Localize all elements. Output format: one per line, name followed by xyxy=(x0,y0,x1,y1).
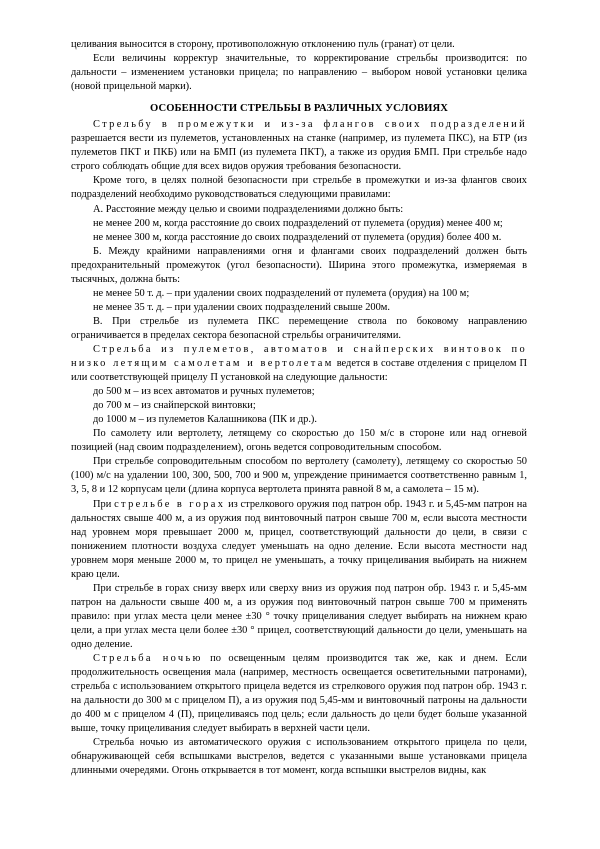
emphasis-spaced-text-mountains: стрельбе в горах xyxy=(114,498,226,510)
paragraph-air-targets xyxy=(71,343,527,385)
paragraph-flanks-intro xyxy=(71,118,527,174)
paragraph-text-mountains: из стрелкового оружия под патрон обр. 1943 г. и 5,45-мм патрон на дальностях свыше 400 м, а из оружия под винтовочный патрон свыше 700 м, если высота местности над уровнем моря превышает 2000 м, прицел, соответствующий дальности до цели, в связи с понижением плотности воздуха следует уменьшать на одно деление. Если высота местности над уровнем моря меньше 2000 м, то прицел не уменьшать, а точку прицеливания выбирать на нижнем краю цели. xyxy=(71,498,527,580)
emphasis-spaced-text: Стрельбу в промежутки и из-за флангов своих подразделений xyxy=(93,119,527,131)
paragraph-range-700: до 700 м – из снайперской винтовки; xyxy=(93,400,256,412)
paragraph-escort-fire: По самолету или вертолету, летящему со скоростью до 150 м/с в стороне или над огневой позицией (над своим подразделением), огонь ведется сопроводительным способом. xyxy=(71,428,527,454)
paragraph-text: разрешается вести из пулеметов, установленных на станке (например, из пулемета ПКС), на БТР (из пулеметов ПКТ и ПКБ) или на БМП (из пулемета ПКТ), а также из орудия БМП. При стрельбе надо строго соблюдать общие для всех видов оружия требования безопасности. xyxy=(71,133,527,173)
paragraph-rule-v: В. При стрельбе из пулемета ПКС перемещение ствола по боковому направлению ограничивается в пределах сектора безопасной стрельбы ограничителями. xyxy=(71,315,527,341)
paragraph-safety-rules: Кроме того, в целях полной безопасности при стрельбе в промежутки и из-за флангов своих подразделений необходимо руководствоваться следующими правилами: xyxy=(71,175,527,201)
emphasis-spaced-text-air: Стрельба из пулеметов, автоматов и снайперских винтовок по низко летящим самолетам и вертолетам xyxy=(71,343,527,370)
paragraph-rule-a-item2: не менее 300 м, когда расстояние до своих подразделений от пулемета (орудия) более 400 м. xyxy=(93,231,502,243)
paragraph-rule-b-item1: не менее 50 т. д. – при удалении своих подразделений от пулемета (орудия) на 100 м; xyxy=(93,287,470,299)
paragraph-rule-a-item1: не менее 200 м, когда расстояние до своих подразделений от пулемета (орудия) менее 400 м; xyxy=(93,217,503,229)
emphasis-spaced-text-night: Стрельба ночью xyxy=(93,653,203,665)
paragraph-range-1000: до 1000 м – из пулеметов Калашникова (ПК и др.). xyxy=(93,414,317,426)
paragraph-rule-b-item2: не менее 35 т. д. – при удалении своих подразделений свыше 200м. xyxy=(93,301,390,313)
paragraph-continuation: целивания выносится в сторону, противоположную отклонению пуль (гранат) от цели. xyxy=(71,39,455,50)
paragraph-mountain-angles: При стрельбе в горах снизу вверх или сверху вниз из оружия под патрон обр. 1943 г. и 5,45-мм патрон на дальности свыше 400 м, а из оружия под винтовочный патрон свыше 700 м применять правило: при углах места цели менее ±30 ° точку прицеливания следует выбирать на нижнем краю цели, а при углах места цели более ±30 ° прицел, соответствующий дальности до цели, уменьшать на одно деление. xyxy=(71,582,527,650)
paragraph-mountain-fire xyxy=(71,498,527,582)
paragraph-range-500: до 500 м – из всех автоматов и ручных пулеметов; xyxy=(93,386,315,398)
document-body xyxy=(71,38,527,778)
paragraph-rule-b: Б. Между крайними направлениями огня и флангами своих подразделений должен быть предохранительный промежуток (угол безопасности). Ширина этого промежутка, измеряемая в тысячных, должна быть: xyxy=(71,245,527,285)
paragraph-lead-values: При стрельбе сопроводительным способом по вертолету (самолету), летящему со скоростью 50 (100) м/с на удалении 100, 300, 500, 700 и 900 м, упреждение принимается соответственно равным 1, 3, 5, 8 и 12 корпусам цели (длина корпуса вертолета принята равной 8 м, а самолета – 15 м). xyxy=(71,456,527,496)
paragraph-text-night: по освещенным целям производится так же, как и днем. Если продолжительность освещения мала (например, местность освещается осветительными патронами), стрельба с использованием открытого прицела ведется из стрелкового оружия под патрон обр. 1943 г. на дальности до 300 м с прицелом П), а из оружия под 5,45-мм и винтовочный патроны на дальности до 400 м с прицелом 4 (П), прицеливаясь под цель; если дальность до цели будет больше указанной выше, точку прицеливания следует выбирать в верхней части цели. xyxy=(71,653,527,735)
paragraph-text-pre: При xyxy=(93,498,115,510)
paragraph-corrections: Если величины корректур значительные, то корректирование стрельбы производится: по дальности – изменением установки прицела; по направлению – выбором новой установки целика (новой прицельной марки). xyxy=(71,53,527,93)
page-title: ОСОБЕННОСТИ СТРЕЛЬБЫ В РАЗЛИЧНЫХ УСЛОВИЯХ xyxy=(149,103,449,115)
paragraph-rule-a: А. Расстояние между целью и своими подразделениями должно быть: xyxy=(93,203,404,215)
paragraph-text-air: ведется в составе отделения с прицелом П или соответствующей прицелу П установкой на следующие дальности: xyxy=(71,358,528,384)
paragraph-night-flashes: Стрельба ночью из автоматического оружия с использованием открытого прицела по цели, обнаруживающей себя вспышками выстрелов, ведется с указанными выше установками прицела длинными очередями. Огонь открывается в тот момент, когда вспышки выстрелов видны, как xyxy=(71,737,527,777)
paragraph-night-fire xyxy=(71,652,527,736)
